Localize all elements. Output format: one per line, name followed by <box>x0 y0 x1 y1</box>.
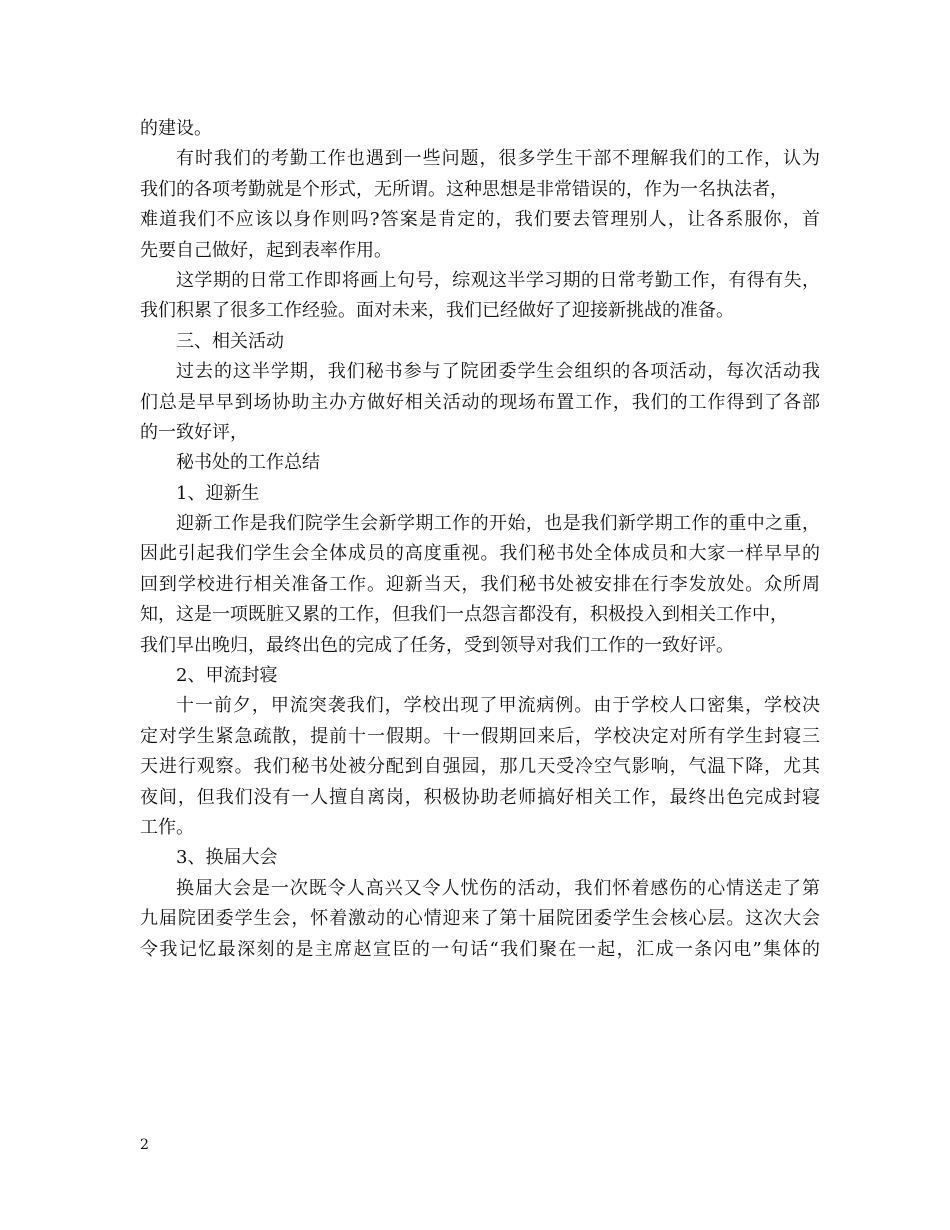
text-line: 我们的各项考勤就是个形式，无所谓。这种思想是非常错误的，作为一名执法者， <box>140 178 788 200</box>
subtitle: 秘书处的工作总结 <box>176 452 320 474</box>
text-line: 我们早出晚归，最终出色的完成了任务，受到领导对我们工作的一致好评。 <box>140 634 734 656</box>
text-line: 工作。 <box>140 816 194 838</box>
text-line: 的一致好评， <box>140 421 248 443</box>
text-line: 我们积累了很多工作经验。面对未来，我们已经做好了迎接新挑战的准备。 <box>140 300 734 322</box>
text-line: 有时我们的考勤工作也遇到一些问题，很多学生干部不理解我们的工作，认为 <box>176 148 820 170</box>
text-line: 回到学校进行相关准备工作。迎新当天，我们秘书处被安排在行李发放处。众所周 <box>140 573 820 595</box>
text-line: 十一前夕，甲流突袭我们，学校出现了甲流病例。由于学校人口密集，学校决 <box>176 695 820 717</box>
section-heading: 3、换届大会 <box>176 847 278 869</box>
text-line: 令我记忆最深刻的是主席赵宣臣的一句话“我们聚在一起，汇成一条闪电”集体的 <box>140 938 820 960</box>
text-line: 们总是早早到场协助主办方做好相关活动的现场布置工作，我们的工作得到了各部 <box>140 391 820 413</box>
text-line: 知，这是一项既脏又累的工作，但我们一点怨言都没有，积极投入到相关工作中， <box>140 604 788 626</box>
section-heading: 2、甲流封寝 <box>176 665 278 687</box>
text-line: 先要自己做好，起到表率作用。 <box>140 239 392 261</box>
section-heading: 三、相关活动 <box>176 330 284 352</box>
text-line: 夜间，但我们没有一人擅自离岗，积极协助老师搞好相关工作，最终出色完成封寝 <box>140 786 820 808</box>
text-line: 换届大会是一次既令人高兴又令人忧伤的活动，我们怀着感伤的心情送走了第 <box>176 877 820 899</box>
text-line: 九届院团委学生会，怀着激动的心情迎来了第十届院团委学生会核心层。这次大会 <box>140 908 820 930</box>
text-line: 定对学生紧急疏散，提前十一假期。十一假期回来后，学校决定对所有学生封寝三 <box>140 725 820 747</box>
text-line: 迎新工作是我们院学生会新学期工作的开始，也是我们新学期工作的重中之重， <box>176 513 820 535</box>
document-body <box>140 114 820 965</box>
text-line: 过去的这半学期，我们秘书参与了院团委学生会组织的各项活动，每次活动我 <box>176 361 820 383</box>
text-line: 的建设。 <box>140 118 212 139</box>
page-number: 2 <box>140 1137 149 1153</box>
section-heading: 1、迎新生 <box>176 482 260 504</box>
text-line: 因此引起我们学生会全体成员的高度重视。我们秘书处全体成员和大家一样早早的 <box>140 543 820 565</box>
text-line: 这学期的日常工作即将画上句号，综观这半学习期的日常考勤工作，有得有失， <box>176 269 820 291</box>
text-line: 天进行观察。我们秘书处被分配到自强园，那几天受冷空气影响，气温下降，尤其 <box>140 756 820 778</box>
text-line: 难道我们不应该以身作则吗?答案是肯定的，我们要去管理别人，让各系服你，首 <box>140 209 820 231</box>
